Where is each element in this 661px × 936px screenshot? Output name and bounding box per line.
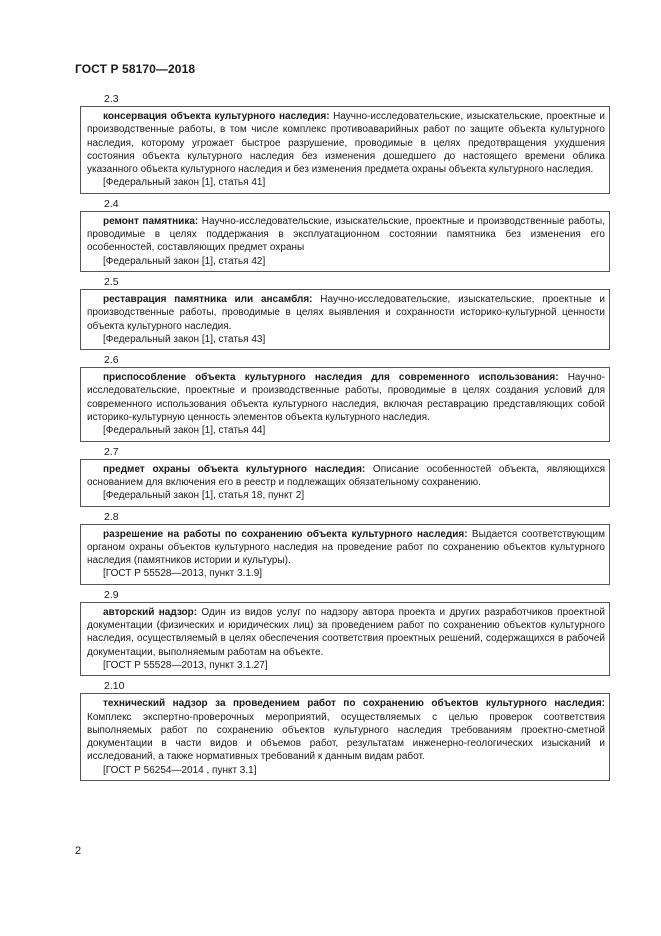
entry-number: 2.6 [104, 354, 119, 367]
term-definition: Научно-исследовательские, изыскательские, проектные и производственные работы, в том числе комплекс противоаварийных работ по защите объекта культурного наследия, которому угрожает быстрое разрушение, проводимые в целях предотвращения ухудшения состояния объекта культурного наследия без изменения дошедшего до настоящего времени облика указанного объекта культурного наследия и без изменения предмета охраны объекта культурного наследия. [87, 111, 605, 176]
term-definition: Научно-исследовательские, изыскательские, проектные и производственные работы, проводимые в целях поддержания в эксплуатационном состоянии памятника без изменения его особенностей, составляющих предмет охраны [87, 215, 605, 254]
entry-number: 2.7 [104, 445, 119, 458]
entry-number: 2.9 [104, 588, 119, 601]
entry-number: 2.5 [104, 275, 119, 288]
term-entry [80, 445, 610, 507]
term-source: [ГОСТ Р 55528—2013, пункт 3.1.9] [103, 568, 263, 580]
entry-box [80, 106, 610, 194]
term-entry [80, 275, 610, 350]
term-entry [80, 197, 610, 272]
term-definition: Описание особенностей объекта, являющихся основанием для включения его в реестр и подлежащих обязательному сохранению. [87, 463, 606, 488]
term-definition: Научно-исследовательские, проектные и производственные работы, проводимые в целях создания условий для современного использования объекта культурного наследия, включая реставрацию представляющих собой историко-культурную ценность элементов объекта культурного наследия. [87, 372, 605, 424]
entry-number: 2.8 [104, 510, 119, 523]
term-name: реставрация памятника или ансамбля: [103, 293, 313, 305]
entry-box [80, 367, 610, 441]
term-entry [80, 588, 610, 676]
term-source: [Федеральный закон [1], статья 44] [103, 425, 266, 437]
entry-box [80, 211, 610, 272]
term-source: [Федеральный закон [1], статья 43] [103, 333, 266, 345]
document-header: ГОСТ Р 58170—2018 [75, 62, 196, 76]
page-number: 2 [75, 845, 82, 857]
term-name: технический надзор за проведением работ по сохранению объектов культурного наследия: [103, 698, 605, 710]
term-entry [80, 353, 610, 441]
entry-number: 2.3 [104, 93, 119, 105]
term-entry [80, 92, 610, 194]
term-source: [Федеральный закон [1], статья 18, пункт 2] [103, 490, 305, 502]
term-definition: Один из видов услуг по надзору автора проекта и других разработчиков проектной документации (физических и юридических лиц) за проведением работ по сохранению объектов культурного наследия, осуществляемый в целях обеспечения соответствия проектных решений, содержащихся в рабочей документации, выполняемым работам на объекте. [87, 606, 605, 658]
entry-box [80, 289, 610, 350]
term-source: [Федеральный закон [1], статья 42] [103, 255, 266, 267]
term-definition: Научно-исследовательские, изыскательские, проектные и производственные работы, проводимые в целях выявления и сохранности историко-культурной ценности объекта культурного наследия. [87, 293, 606, 332]
entry-box [80, 602, 610, 676]
term-name: предмет охраны объекта культурного наследия: [103, 463, 366, 475]
term-entry [80, 679, 610, 781]
term-source: [ГОСТ Р 56254—2014 , пункт 3.1] [103, 764, 257, 776]
term-name: приспособление объекта культурного наследия для современного использования: [103, 372, 559, 384]
term-definition: Комплекс экспертно-проверочных мероприятий, осуществляемых с целью проверок соответствия выполняемых работ по сохранению объектов культурного наследия требованиям проектно-сметной документации в части видов и объемов работ, результатам инженерно-геологических изысканий и исследований, а также нормативных требований к данным видам работ. [87, 711, 605, 763]
term-name: ремонт памятника: [103, 215, 199, 227]
entry-number: 2.4 [104, 197, 119, 210]
term-source: [Федеральный закон [1], статья 41] [103, 177, 266, 189]
term-entry [80, 510, 610, 585]
entry-number: 2.10 [104, 680, 125, 693]
entry-box [80, 524, 610, 585]
entry-box [80, 693, 610, 781]
term-entries [80, 92, 610, 784]
term-definition: Выдается соответствующим органом охраны объектов культурного наследия на проведение работ по сохранению объектов культурного наследия (памятников истории и культуры). [87, 528, 605, 567]
term-name: консервация объекта культурного наследия: [103, 111, 330, 122]
term-source: [ГОСТ Р 55528—2013, пункт 3.1.27] [103, 659, 268, 671]
term-name: авторский надзор: [103, 606, 198, 618]
entry-box [80, 459, 610, 507]
term-name: разрешение на работы по сохранению объекта культурного наследия: [103, 528, 468, 540]
